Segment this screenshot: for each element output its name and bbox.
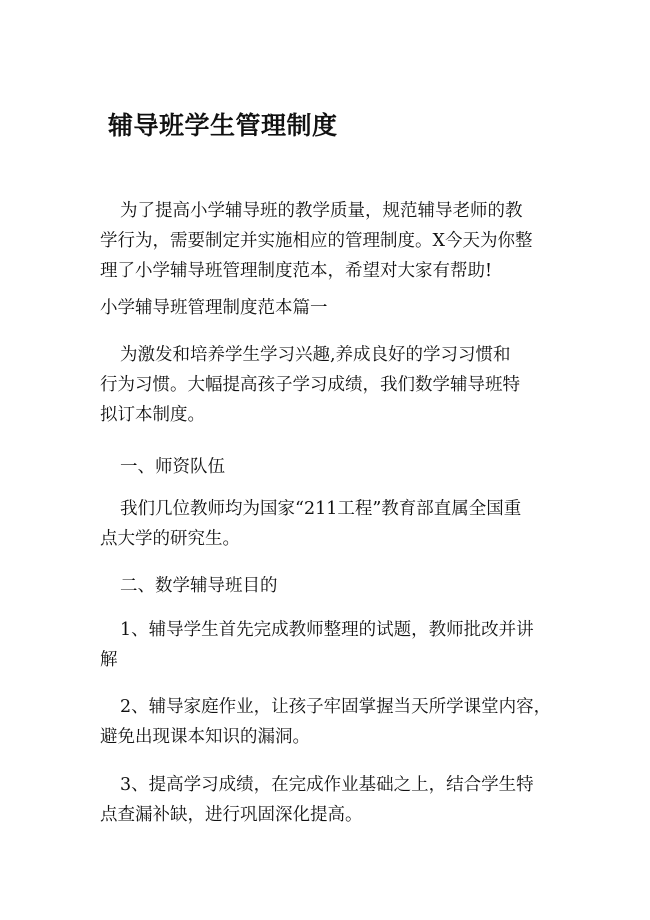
goal-line: 3、提高学习成绩，在完成作业基础之上，结合学生特: [120, 775, 534, 795]
goal-line: 避免出现课本知识的漏洞。: [100, 727, 310, 747]
teachers-line: 我们几位教师均为国家“211工程”教育部直属全国重: [120, 499, 522, 519]
goal-line: 1、辅导学生首先完成教师整理的试题，教师批改并讲: [120, 620, 534, 640]
goal-line: 解: [100, 650, 118, 670]
teachers-paragraph: [100, 494, 521, 554]
intro-paragraph: [100, 196, 532, 286]
intro-line: 理了小学辅导班管理制度范本，希望对大家有帮助!: [100, 261, 493, 281]
intro-line: 学行为，需要制定并实施相应的管理制度。X今天为你整: [100, 231, 533, 251]
document-title: 辅导班学生管理制度: [108, 111, 338, 140]
purpose-line: 行为习惯。大幅提高孩子学习成绩，我们数学辅导班特: [100, 375, 520, 395]
purpose-paragraph: [100, 340, 520, 430]
heading-teaching-staff: 一、师资队伍: [120, 457, 225, 477]
purpose-line: 为激发和培养学生学习兴趣,养成良好的学习习惯和: [120, 345, 511, 365]
goal-line: 点查漏补缺，进行巩固深化提高。: [100, 805, 363, 825]
goal-1-paragraph: [100, 615, 534, 675]
goal-2-paragraph: [100, 692, 551, 752]
intro-line: 为了提高小学辅导班的教学质量，规范辅导老师的教: [120, 201, 523, 221]
teachers-line: 点大学的研究生。: [100, 529, 240, 549]
section-heading: 小学辅导班管理制度范本篇一: [100, 298, 328, 318]
heading-class-goals: 二、数学辅导班目的: [120, 576, 278, 596]
goal-3-paragraph: [100, 770, 534, 830]
purpose-line: 拟订本制度。: [100, 405, 205, 425]
goal-line: 2、辅导家庭作业，让孩子牢固掌握当天所学课堂内容，: [120, 697, 552, 717]
